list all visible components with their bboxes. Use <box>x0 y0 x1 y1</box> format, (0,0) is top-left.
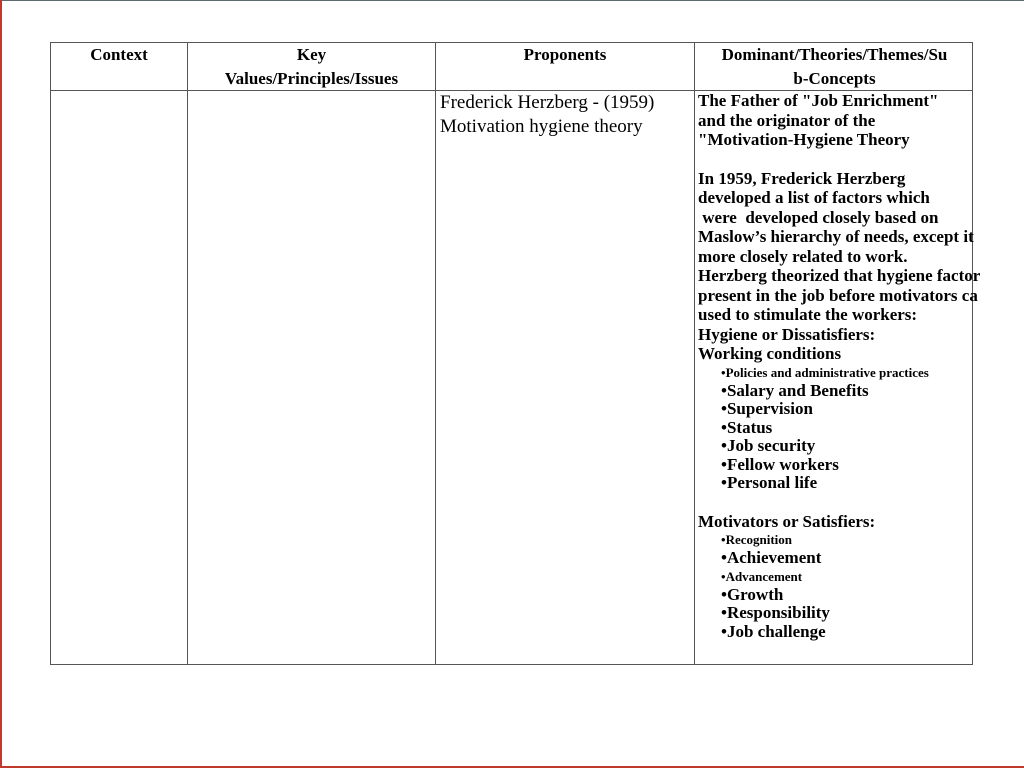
body-line: present in the job before motivators ca <box>698 285 978 305</box>
header-dominant-line2: b-Concepts <box>793 69 876 88</box>
bullet-icon: • <box>721 399 727 418</box>
list-item <box>698 419 1024 438</box>
column-divider <box>187 43 188 664</box>
list-item <box>698 400 1024 419</box>
body-line: more closely related to work. <box>698 246 908 266</box>
body-line: Working conditions <box>698 344 842 363</box>
header-dominant <box>695 43 974 91</box>
header-proponents <box>436 43 694 91</box>
header-key-values <box>188 43 435 91</box>
list-item <box>698 531 1024 549</box>
bullet-icon: • <box>721 532 726 547</box>
list-item <box>698 456 1024 475</box>
bullet-icon: • <box>721 454 727 474</box>
top-border <box>0 0 1024 1</box>
motivators-heading: Motivators or Satisfiers: <box>698 511 876 531</box>
list-item-text: Supervision <box>726 399 813 418</box>
list-item-text: Growth <box>726 584 784 604</box>
list-item-text: Policies and administrative practices <box>725 364 929 380</box>
body-line: Maslow’s hierarchy of needs, except it <box>698 227 974 246</box>
intro-line: "Motivation-Hygiene Theory <box>698 130 910 149</box>
header-key-line2: Values/Principles/Issues <box>224 69 399 88</box>
body-line: were developed closely based on <box>698 207 939 227</box>
motivator-list <box>698 531 1024 641</box>
hygiene-list <box>698 364 1024 493</box>
bullet-icon: • <box>721 584 727 604</box>
header-dominant-line1: Dominant/Theories/Themes/Su <box>721 45 948 64</box>
list-item-text: Job challenge <box>726 621 826 641</box>
proponent-name: Frederick Herzberg - (1959) <box>440 92 655 113</box>
list-item <box>698 586 1024 605</box>
header-key-line1: Key <box>296 45 327 64</box>
dominant-cell <box>697 91 1024 641</box>
list-item <box>698 623 1024 642</box>
list-item <box>698 474 1024 493</box>
header-context <box>51 43 187 91</box>
list-item-text: Recognition <box>725 532 793 547</box>
spacer <box>698 493 1024 512</box>
list-item-text: Job security <box>726 436 816 455</box>
bullet-icon: • <box>721 621 727 641</box>
bullet-icon: • <box>721 436 727 455</box>
theories-table <box>50 42 981 665</box>
left-edge-border <box>0 0 2 768</box>
body-line: used to stimulate the workers: <box>698 305 918 324</box>
body-line: developed a list of factors which <box>698 188 930 207</box>
body-line: Hygiene or Dissatisfiers: <box>698 324 876 344</box>
intro-line: and the originator of the <box>698 110 876 130</box>
bullet-icon: • <box>721 417 727 437</box>
body-line: In 1959, Frederick Herzberg <box>698 168 906 188</box>
proponent-theory: Motivation hygiene theory <box>440 116 643 137</box>
list-item-text: Fellow workers <box>726 454 839 474</box>
list-item-text: Status <box>726 417 773 437</box>
list-item <box>698 604 1024 623</box>
bullet-icon: • <box>721 364 726 380</box>
proponents-cell <box>439 91 700 139</box>
bullet-icon: • <box>721 380 727 400</box>
list-item-text: Personal life <box>726 473 818 492</box>
body-line: Herzberg theorized that hygiene factor <box>698 266 981 285</box>
bullet-icon: • <box>721 548 727 567</box>
spacer <box>698 150 1024 169</box>
list-item-text: Achievement <box>726 548 822 567</box>
list-item-text: Salary and Benefits <box>726 380 869 400</box>
header-context-label: Context <box>90 45 148 64</box>
list-item <box>698 364 1024 382</box>
header-proponents-label: Proponents <box>523 45 607 64</box>
list-item-text: Advancement <box>725 568 803 584</box>
list-item <box>698 437 1024 456</box>
list-item <box>698 382 1024 401</box>
list-item-text: Responsibility <box>726 603 830 622</box>
bullet-icon: • <box>721 568 726 584</box>
list-item <box>698 568 1024 586</box>
intro-line: The Father of "Job Enrichment" <box>698 91 939 110</box>
column-divider <box>435 43 436 664</box>
list-item <box>698 549 1024 568</box>
bullet-icon: • <box>721 473 727 492</box>
bullet-icon: • <box>721 603 727 622</box>
